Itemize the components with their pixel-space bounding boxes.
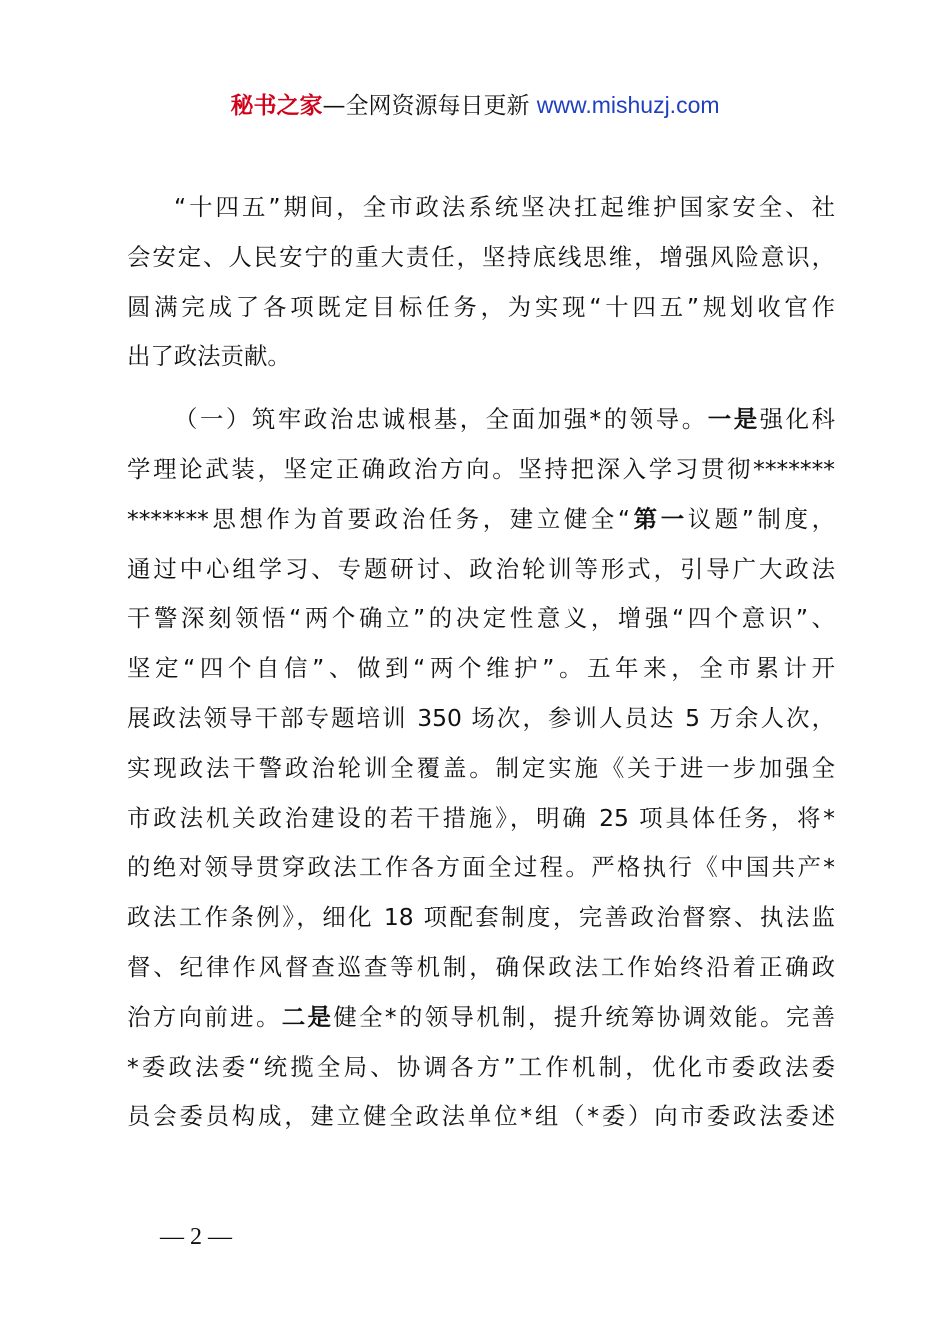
line-text: 治方向前进。 [127,1002,282,1031]
line-text: 健全*的领导机制，提升统筹协调效能。完善 [333,1002,835,1031]
paragraph-line: 坚定“四个自信”、做到“两个维护”。五年来，全市累计开 [127,654,835,683]
paragraph-line [127,395,835,445]
brand-name: 秘书之家 [230,93,323,119]
paragraph-line: 的绝对领导贯穿政法工作各方面全过程。严格执行《中国共产* [127,853,835,882]
line-text: 强化科 [759,405,836,434]
page-number: — 2 — [160,1224,232,1250]
header-separator: — [322,93,346,119]
site-header [0,88,950,123]
header-tagline: 全网资源每日更新 [345,93,530,119]
site-url-link[interactable]: www.mishuzj.com [536,92,720,118]
paragraph-line: 实现政法干警政治轮训全覆盖。制定实施《关于进一步加强全 [127,753,835,782]
paragraph-line: 市政法机关政治建设的若干措施》，明确 25 项具体任务，将* [127,803,835,832]
paragraph-line: *委政法委“统揽全局、协调各方”工作机制，优化市委政法委 [127,1052,835,1081]
paragraph-line: 会安定、人民安宁的重大责任，坚持底线思维，增强风险意识， [127,242,835,271]
bold-marker-second: 二是 [281,1002,334,1031]
bold-marker-first: 一是 [707,405,760,434]
line-text: *******思想作为首要政治任务，建立健全“ [127,504,631,533]
paragraph-line: 学理论武装，坚定正确政治方向。坚持把深入学习贯彻******* [127,454,835,483]
line-text: 议题”制度， [687,504,836,533]
paragraph-line: 督、纪律作风督查巡查等机制，确保政法工作始终沿着正确政 [127,952,835,981]
paragraph-line: 圆满完成了各项既定目标任务，为实现“十四五”规划收官作 [127,292,835,321]
paragraph-line: 员会委员构成，建立健全政法单位*组（*委）向市委政法委述 [127,1102,835,1131]
paragraph-line: “十四五”期间，全市政法系统坚决扛起维护国家安全、社 [174,193,835,221]
paragraph-line: 展政法领导干部专题培训 350 场次，参训人员达 5 万余人次， [127,703,835,732]
paragraph-line: 政法工作条例》，细化 18 项配套制度，完善政治督察、执法监 [127,903,835,932]
document-body [127,183,835,1142]
paragraph-line [127,993,835,1043]
paragraph-line [127,495,835,545]
paragraph-section-one [127,395,835,1142]
section-heading-text: （一）筑牢政治忠诚根基，全面加强*的领导。 [174,405,708,434]
paragraph-line: 通过中心组学习、专题研讨、政治轮训等形式，引导广大政法 [127,554,835,583]
paragraph-line: 出了政法贡献。 [127,342,291,371]
bold-first-agenda: 第一 [630,504,688,533]
paragraph-line: 干警深刻领悟“两个确立”的决定性意义，增强“四个意识”、 [127,604,835,633]
paragraph-intro [127,183,835,382]
